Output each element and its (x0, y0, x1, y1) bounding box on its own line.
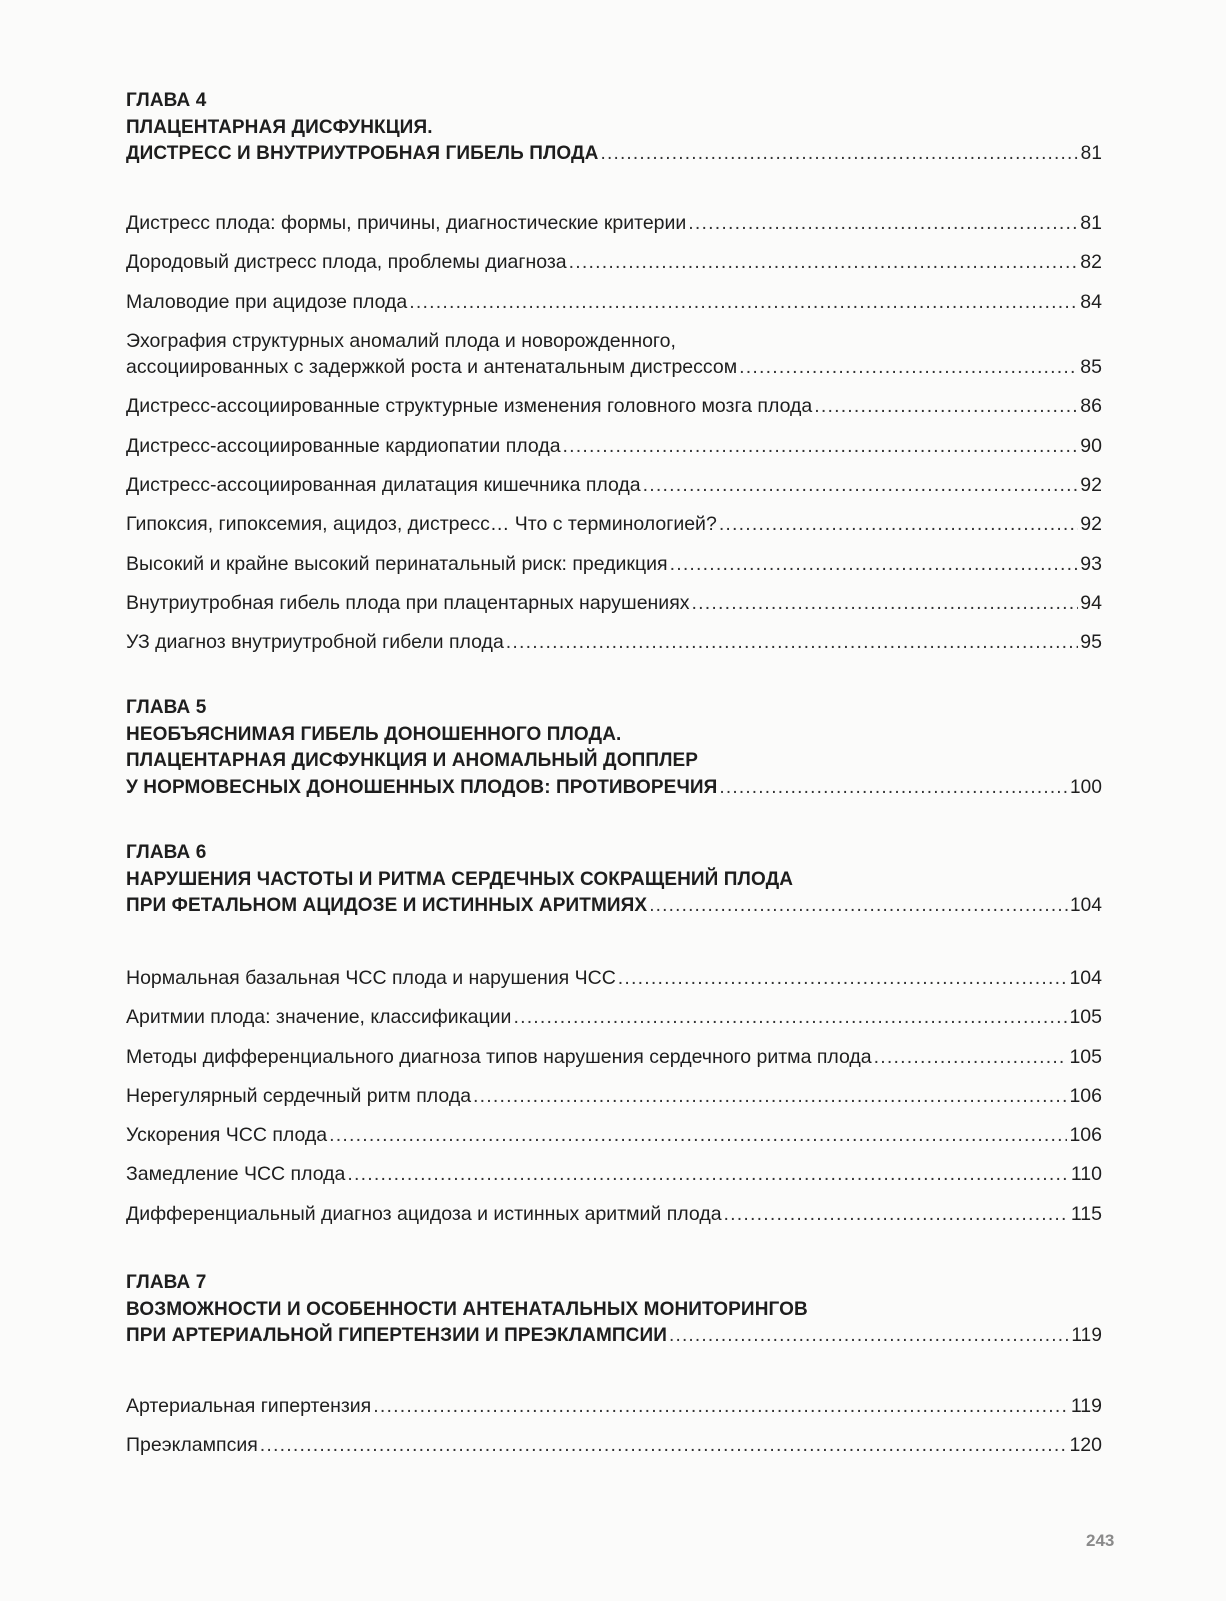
entry-title: Дистресс плода: формы, причины, диагностические критерии (126, 212, 687, 234)
dot-leader (569, 249, 1079, 275)
dot-leader (719, 511, 1078, 537)
toc-entry (126, 1122, 1102, 1161)
entry-page-number: 85 (1080, 355, 1102, 378)
entry-page-number: 106 (1069, 1124, 1102, 1147)
dot-leader (874, 1044, 1068, 1070)
entry-title: Аритмии плода: значение, классификации (126, 1006, 512, 1029)
entry-last-row (126, 354, 1102, 380)
toc-entry (126, 590, 1102, 629)
dot-leader (719, 775, 1068, 802)
entry-page-number: 94 (1080, 591, 1102, 614)
toc-entry (126, 472, 1102, 511)
entry-title: Маловодие при ацидозе плода (126, 290, 408, 313)
entry-title: Замедление ЧСС плода (126, 1163, 346, 1186)
entry-title: Ускорения ЧСС плода (126, 1124, 328, 1147)
page-number: 243 (1086, 1531, 1115, 1550)
entry-page-number: 90 (1080, 434, 1102, 457)
entry-page-number: 86 (1080, 395, 1102, 418)
toc-entry (126, 1004, 1102, 1043)
entry-page-number: 92 (1080, 513, 1102, 536)
chapter-7-heading (126, 1270, 1102, 1350)
toc-entry (126, 629, 1102, 668)
dot-leader (724, 1201, 1069, 1227)
entry-title: Нерегулярный сердечный ритм плода (126, 1084, 472, 1107)
chapter-title-line: ПЛАЦЕНТАРНАЯ ДИСФУНКЦИЯ. (126, 116, 433, 138)
entry-page-number: 105 (1069, 1045, 1102, 1068)
chapter-title-line: ВОЗМОЖНОСТИ И ОСОБЕННОСТИ АНТЕНАТАЛЬНЫХ МОНИТОРИНГОВ (126, 1298, 808, 1320)
entry-title: Преэклампсия (126, 1434, 258, 1457)
entry-title: Нормальная базальная ЧСС плода и нарушения ЧСС (126, 967, 616, 989)
toc-entry (126, 965, 1102, 1004)
toc-entry (126, 433, 1102, 472)
chapter-title-line: НАРУШЕНИЯ ЧАСТОТЫ И РИТМА СЕРДЕЧНЫХ СОКРАЩЕНИЙ ПЛОДА (126, 868, 794, 890)
chapter-page-number: 104 (1069, 895, 1102, 916)
chapter-6-heading (126, 840, 1102, 920)
chapter-title-line: НЕОБЪЯСНИМАЯ ГИБЕЛЬ ДОНОШЕННОГО ПЛОДА. (126, 723, 622, 745)
chapter-4-entries (126, 210, 1102, 668)
dot-leader (670, 551, 1079, 577)
toc-entry (126, 249, 1102, 288)
entry-title: Методы дифференциального диагноза типов нарушения сердечного ритма плода (126, 1045, 872, 1068)
entry-page-number: 93 (1080, 552, 1102, 575)
entry-title: Внутриутробная гибель плода при плацентарных нарушениях (126, 591, 690, 614)
dot-leader (563, 433, 1079, 459)
entry-title: Высокий и крайне высокий перинатальный риск: предикция (126, 552, 668, 575)
chapter-4-heading (126, 88, 1102, 168)
dot-leader (260, 1432, 1068, 1458)
chapter-label: ГЛАВА 7 (126, 1272, 207, 1293)
dot-leader (473, 1083, 1067, 1109)
chapter-7-entries (126, 1393, 1102, 1472)
entry-title: ассоциированных с задержкой роста и антенатальным дистрессом (126, 355, 738, 378)
chapter-page-number: 100 (1069, 776, 1102, 798)
dot-leader (513, 1004, 1067, 1030)
chapter-6-entries (126, 965, 1102, 1240)
dot-leader (669, 1323, 1069, 1350)
chapter-title-line: ПЛАЦЕНТАРНАЯ ДИСФУНКЦИЯ И АНОМАЛЬНЫЙ ДОППЛЕР (126, 750, 699, 771)
entry-page-number: 105 (1069, 1006, 1102, 1029)
chapter-label: ГЛАВА 5 (126, 697, 207, 718)
toc-entry (126, 1432, 1102, 1471)
chapter-title-final-row (126, 1323, 1102, 1350)
chapter-label: ГЛАВА 6 (126, 842, 207, 863)
dot-leader (739, 354, 1078, 380)
toc-entry (126, 551, 1102, 590)
chapter-title-line: ПРИ ФЕТАЛЬНОМ АЦИДОЗЕ И ИСТИННЫХ АРИТМИЯХ (126, 895, 648, 916)
chapter-5-heading (126, 695, 1102, 801)
dot-leader (601, 141, 1079, 168)
dot-leader (692, 590, 1079, 616)
entry-page-number: 92 (1080, 473, 1102, 496)
toc-entry (126, 1201, 1102, 1240)
dot-leader (506, 629, 1079, 655)
chapter-label: ГЛАВА 4 (126, 90, 207, 111)
toc-entry (126, 393, 1102, 432)
dot-leader (649, 893, 1068, 920)
entry-page-number: 119 (1070, 1395, 1102, 1417)
toc-entry-multiline (126, 328, 1102, 394)
chapter-title-line: ПРИ АРТЕРИАЛЬНОЙ ГИПЕРТЕНЗИИ И ПРЕЭКЛАМПСИИ (126, 1325, 667, 1346)
chapter-page-number: 81 (1080, 143, 1102, 164)
chapter-title-final-row (126, 893, 1102, 920)
entry-title: Артериальная гипертензия (126, 1395, 372, 1417)
chapter-title-line: ДИСТРЕСС И ВНУТРИУТРОБНАЯ ГИБЕЛЬ ПЛОДА (126, 143, 599, 164)
entry-title: Дистресс-ассоциированные кардиопатии плода (126, 434, 561, 457)
entry-page-number: 95 (1080, 631, 1102, 654)
toc-entry (126, 1044, 1102, 1083)
chapter-title-final-row (126, 141, 1102, 168)
entry-page-number: 106 (1069, 1084, 1102, 1107)
entry-title: УЗ диагноз внутриутробной гибели плода (126, 631, 504, 654)
toc-entry (126, 511, 1102, 550)
entry-title-first-line: Эхография структурных аномалий плода и новорожденного, (126, 329, 676, 352)
entry-title: Дифференциальный диагноз ацидоза и истинных аритмий плода (126, 1202, 722, 1225)
dot-leader (373, 1393, 1069, 1419)
dot-leader (688, 210, 1078, 236)
toc-entry (126, 210, 1102, 249)
entry-title: Гипоксия, гипоксемия, ацидоз, дистресс… Что с терминологией? (126, 513, 717, 536)
chapter-title-final-row (126, 775, 1102, 802)
toc-entry (126, 1161, 1102, 1200)
entry-title: Дистресс-ассоциированная дилатация кишечника плода (126, 473, 641, 496)
chapter-page-number: 119 (1071, 1325, 1102, 1346)
dot-leader (814, 393, 1078, 419)
entry-page-number: 82 (1080, 251, 1102, 274)
entry-page-number: 110 (1070, 1163, 1102, 1186)
dot-leader (618, 965, 1068, 991)
entry-page-number: 104 (1069, 967, 1102, 989)
dot-leader (347, 1161, 1069, 1187)
dot-leader (329, 1122, 1067, 1148)
chapter-title-line: У НОРМОВЕСНЫХ ДОНОШЕННЫХ ПЛОДОВ: ПРОТИВОРЕЧИЯ (126, 776, 718, 798)
entry-title: Дородовый дистресс плода, проблемы диагноза (126, 251, 567, 274)
entry-page-number: 115 (1070, 1202, 1102, 1225)
dot-leader (643, 472, 1079, 498)
toc-entry (126, 289, 1102, 328)
entry-page-number: 84 (1080, 290, 1102, 313)
toc-entry (126, 1083, 1102, 1122)
entry-page-number: 81 (1080, 212, 1102, 234)
toc-entry (126, 1393, 1102, 1432)
entry-title: Дистресс-ассоциированные структурные изменения головного мозга плода (126, 395, 813, 418)
entry-page-number: 120 (1069, 1434, 1102, 1457)
dot-leader (409, 289, 1078, 315)
